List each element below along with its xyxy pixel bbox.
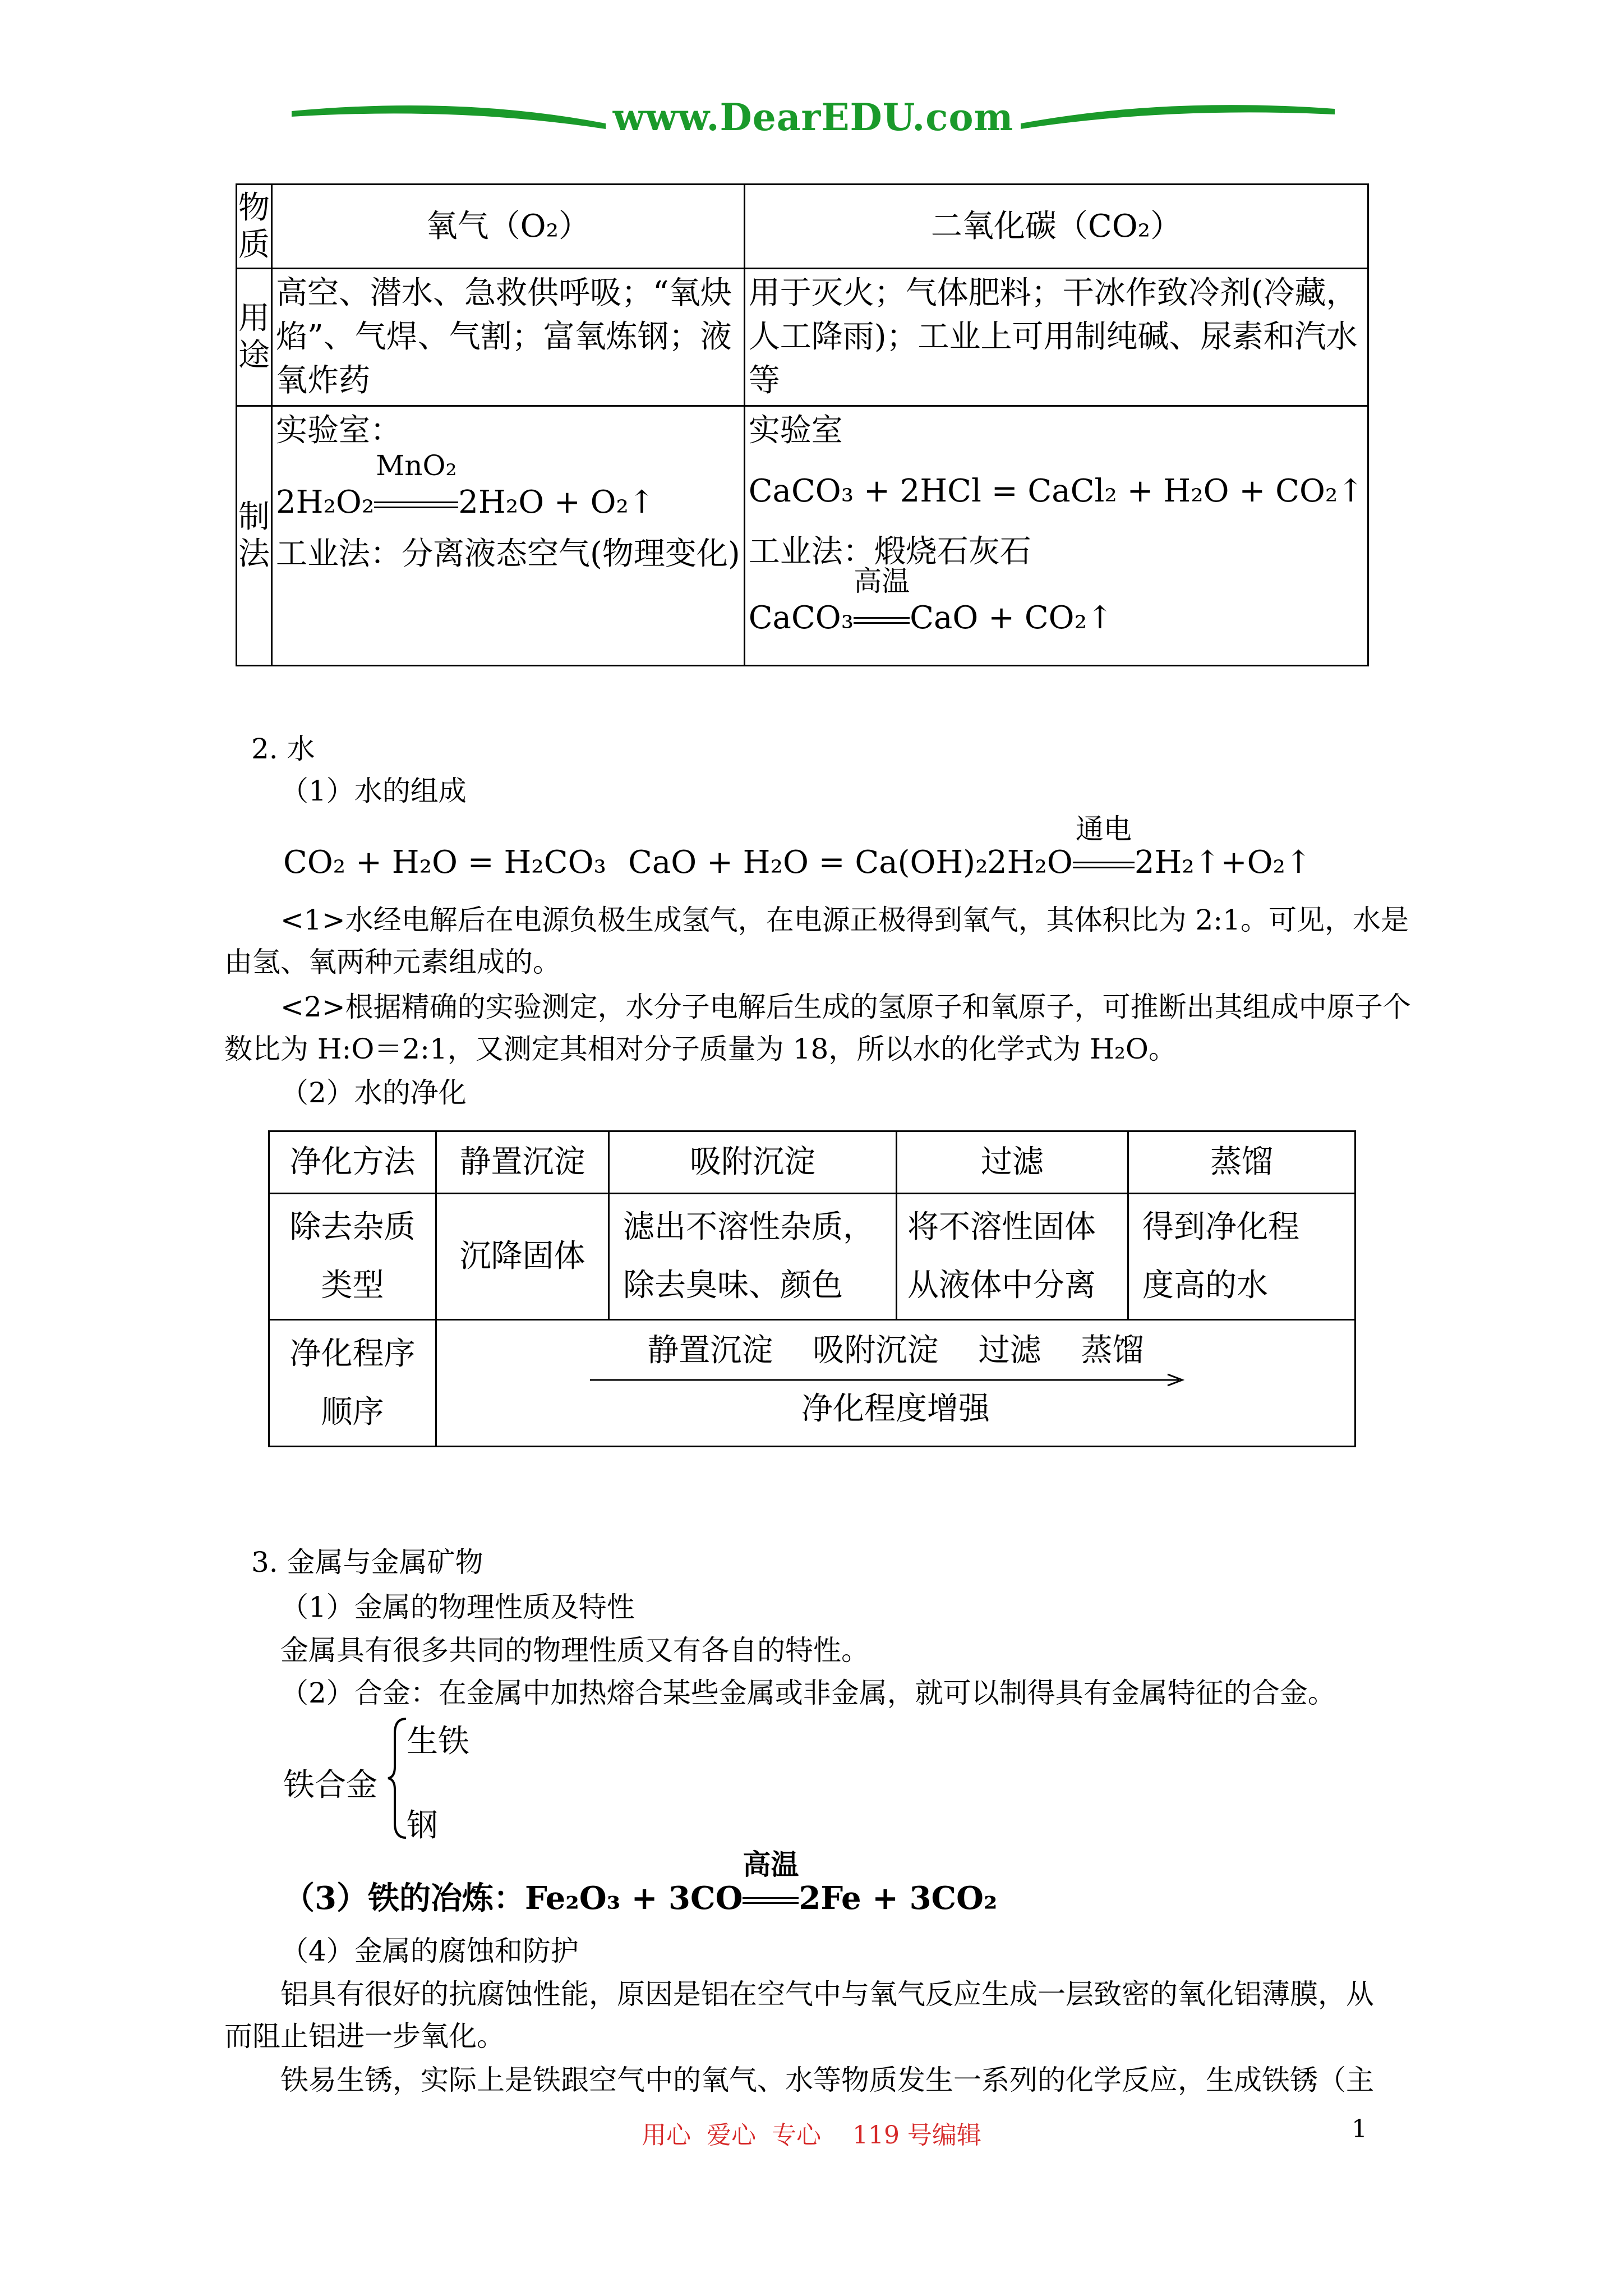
page-number: 1 bbox=[1352, 2115, 1367, 2143]
lab-label: 实验室： bbox=[276, 412, 402, 449]
header-cell: 静置沉淀 bbox=[436, 1131, 609, 1194]
eq-left: CaCO₃ bbox=[748, 600, 854, 636]
section-3-sub1: （1）金属的物理性质及特性 bbox=[280, 1591, 635, 1623]
table-row bbox=[237, 406, 1368, 666]
row-label-text: 用途 bbox=[238, 300, 270, 374]
eq-left: 2H₂O₂ bbox=[276, 484, 375, 521]
condition-label: 高温 bbox=[743, 1848, 799, 1881]
smelting-label: （3）铁的冶炼： bbox=[283, 1880, 525, 1917]
double-line bbox=[1073, 862, 1135, 868]
prep-o2-cell bbox=[272, 406, 745, 666]
water-eq-2: CaO + H₂O = Ca(OH)₂ bbox=[628, 844, 988, 881]
site-url: www.DearEDU.com bbox=[612, 95, 1014, 139]
section-2-sub2: （2）水的净化 bbox=[280, 1076, 467, 1109]
section-3-sub4: （4）金属的腐蚀和防护 bbox=[280, 1935, 579, 1967]
row-label-line: 类型 bbox=[321, 1267, 384, 1304]
left-brace-icon bbox=[387, 1717, 409, 1840]
eq-right: 2H₂↑+O₂↑ bbox=[1134, 844, 1312, 881]
water-para-2-line1: <2>根据精确的实验测定，水分子电解后生成的氢原子和氧原子，可推断出其组成中原子个 bbox=[280, 991, 1411, 1023]
row-label-line: 净化程序 bbox=[289, 1335, 416, 1372]
cell-filtration bbox=[897, 1193, 1128, 1320]
table-row bbox=[237, 269, 1368, 406]
alloy-item-pig-iron: 生铁 bbox=[407, 1723, 469, 1760]
section-2-title: 2. 水 bbox=[251, 733, 315, 765]
header-cell: 蒸馏 bbox=[1128, 1131, 1355, 1194]
cell-line: 滤出不溶性杂质， bbox=[623, 1209, 874, 1246]
alloy-brace-group bbox=[283, 1717, 564, 1846]
eq-left: 2H₂O bbox=[987, 844, 1073, 881]
prep-co2-cell bbox=[744, 406, 1368, 666]
o2-lab-equation bbox=[276, 449, 740, 524]
co2-industrial-equation bbox=[748, 565, 1364, 640]
header-label: 物质 bbox=[238, 189, 270, 263]
cell-adsorption bbox=[609, 1193, 897, 1320]
o2-industrial: 工业法：分离液态空气(物理变化) bbox=[276, 536, 740, 572]
section-3-para-1: 金属具有很多共同的物理性质又有各自的特性。 bbox=[280, 1634, 869, 1667]
cell-line: 度高的水 bbox=[1142, 1267, 1268, 1304]
aluminum-para-line1: 铝具有很好的抗腐蚀性能，原因是铝在空气中与氧气反应生成一层致密的氧化铝薄膜，从 bbox=[280, 1978, 1374, 2010]
water-para-2-line2: 数比为 H:O＝2:1，又测定其相对分子质量为 18，所以水的化学式为 H₂O。 bbox=[224, 1033, 1177, 1065]
eq-condition bbox=[1073, 813, 1135, 881]
eq-left: Fe₂O₃ + 3CO bbox=[524, 1880, 743, 1917]
sequence-arrow-group bbox=[590, 1328, 1201, 1432]
header-cell-co2: 二氧化碳（CO₂） bbox=[744, 185, 1368, 269]
double-line bbox=[743, 1897, 799, 1904]
row-label-line: 除去杂质 bbox=[289, 1209, 416, 1246]
condition-label: 通电 bbox=[1075, 813, 1132, 845]
water-purification-table bbox=[268, 1130, 1356, 1447]
sequence-cell bbox=[436, 1320, 1355, 1447]
row-label-text: 制法 bbox=[238, 499, 270, 572]
eq-condition bbox=[743, 1848, 799, 1917]
alloy-label: 铁合金 bbox=[283, 1767, 377, 1803]
eq-right: CaO + CO₂↑ bbox=[910, 600, 1113, 636]
cell-line: 从液体中分离 bbox=[907, 1267, 1096, 1304]
co2-lab-equation: CaCO₃ + 2HCl = CaCl₂ + H₂O + CO₂↑ bbox=[748, 473, 1364, 509]
water-para-1-line2: 由氢、氧两种元素组成的。 bbox=[224, 946, 561, 978]
alloy-item-steel: 钢 bbox=[407, 1807, 438, 1844]
sequence-steps: 静置沉淀 吸附沉淀 过滤 蒸馏 bbox=[647, 1332, 1144, 1369]
iron-smelting-line bbox=[283, 1848, 998, 1918]
row-label-use bbox=[237, 269, 272, 406]
sequence-note: 净化程度增强 bbox=[801, 1390, 990, 1427]
header-cell-o2: 氧气（O₂） bbox=[272, 185, 745, 269]
lab-label: 实验室 bbox=[748, 412, 843, 449]
row-label-prep bbox=[237, 406, 272, 666]
use-co2-cell: 用于灭火；气体肥料；干冰作致冷剂(冷藏，人工降雨)；工业上可用制纯碱、尿素和汽水等 bbox=[744, 269, 1368, 406]
section-3-title: 3. 金属与金属矿物 bbox=[251, 1546, 483, 1579]
section-2-sub1: （1）水的组成 bbox=[280, 775, 467, 807]
double-line bbox=[374, 501, 458, 508]
water-eq-1: CO₂ + H₂O = H₂CO₃ bbox=[283, 844, 606, 881]
cell-line: 得到净化程 bbox=[1142, 1209, 1299, 1246]
section-3-sub2: （2）合金：在金属中加热熔合某些金属或非金属，就可以制得具有金属特征的合金。 bbox=[280, 1677, 1336, 1709]
water-eq-3 bbox=[987, 813, 1312, 881]
eq-right: 2H₂O + O₂↑ bbox=[458, 484, 655, 521]
table-row bbox=[269, 1131, 1355, 1194]
eq-condition bbox=[854, 565, 910, 640]
eq-right: 2Fe + 3CO₂ bbox=[799, 1880, 998, 1917]
condition-label: 高温 bbox=[854, 565, 910, 597]
site-header bbox=[292, 84, 1335, 151]
cell-settling: 沉降固体 bbox=[436, 1193, 609, 1320]
header-cell: 净化方法 bbox=[269, 1131, 436, 1194]
aluminum-para-line2: 而阻止铝进一步氧化。 bbox=[224, 2020, 505, 2053]
table-row bbox=[269, 1193, 1355, 1320]
table-row bbox=[237, 185, 1368, 269]
header-cell: 吸附沉淀 bbox=[609, 1131, 897, 1194]
water-para-1-line1: <1>水经电解后在电源负极生成氢气，在电源正极得到氧气，其体积比为 2:1。可见，水是 bbox=[280, 904, 1409, 936]
right-arrow-icon bbox=[590, 1373, 1184, 1387]
page-footer: 用心 爱心 专心 119 号编辑 bbox=[642, 2121, 981, 2150]
row-label-cell bbox=[269, 1193, 436, 1320]
gas-comparison-table bbox=[236, 183, 1369, 666]
header-cell-substance bbox=[237, 185, 272, 269]
use-o2-cell: 高空、潜水、急救供呼吸；“氧炔焰”、气焊、气割；富氧炼钢；液氧炸药 bbox=[272, 269, 745, 406]
cell-distillation bbox=[1128, 1193, 1355, 1320]
row-label-line: 顺序 bbox=[321, 1393, 384, 1430]
table-row bbox=[269, 1320, 1355, 1447]
catalyst-label: MnO₂ bbox=[376, 449, 457, 482]
header-cell: 过滤 bbox=[897, 1131, 1128, 1194]
rust-para-line1: 铁易生锈，实际上是铁跟空气中的氧气、水等物质发生一系列的化学反应，生成铁锈（主 bbox=[280, 2064, 1374, 2096]
eq-condition bbox=[374, 449, 458, 524]
cell-line: 除去臭味、颜色 bbox=[623, 1267, 843, 1304]
row-label-cell bbox=[269, 1320, 436, 1447]
co2-industrial: 工业法：煅烧石灰石 bbox=[748, 533, 1031, 570]
cell-line: 将不溶性固体 bbox=[907, 1209, 1096, 1246]
double-line bbox=[854, 617, 910, 624]
